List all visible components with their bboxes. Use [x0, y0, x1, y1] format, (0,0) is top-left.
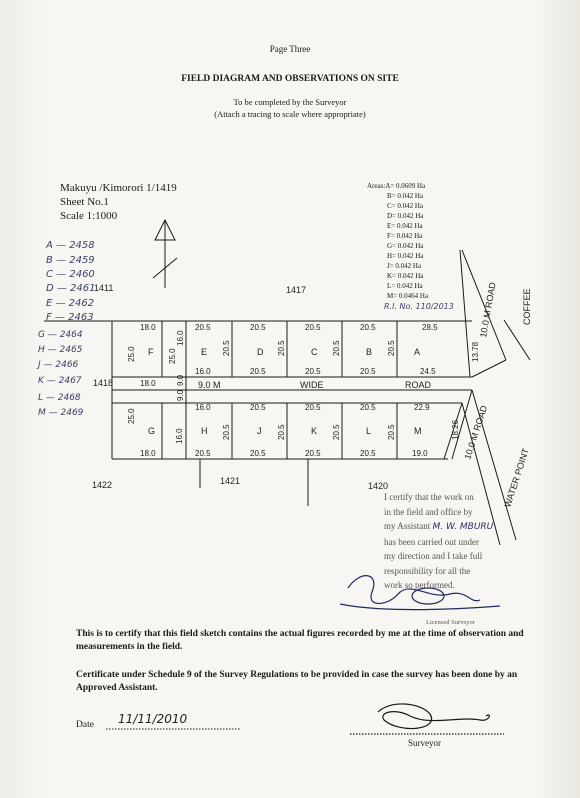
plot-m: M — [414, 426, 422, 436]
plot-k: K — [311, 426, 318, 436]
dim-label: 20.5 — [250, 403, 266, 412]
dim-label: 18.0 — [140, 379, 156, 388]
dim-label: 16.0 — [195, 403, 211, 412]
stamp-line: my Assistant — [384, 521, 431, 531]
dim-label: 9.0 — [176, 389, 185, 401]
area-l: L= 0.042 Ha — [387, 282, 423, 290]
dim-label: 20.5 — [277, 340, 286, 356]
dim-label: 28.5 — [422, 323, 438, 332]
road-width-label: 9.0 M — [198, 380, 221, 390]
dim-label: 20.5 — [360, 403, 376, 412]
certificate-note: Certificate under Schedule 9 of the Survey Regulations to be provided in case the survey has been done by an Approved Assistant. — [76, 670, 518, 693]
dim-label: 20.5 — [360, 449, 376, 458]
dim-label: 20.5 — [332, 340, 341, 356]
parcel-note: M — 2469 — [38, 408, 84, 418]
sheet-location: Makuyu /Kimorori 1/1419 — [60, 182, 177, 194]
plot-a: A — [414, 347, 421, 357]
surveyor-signature — [350, 704, 504, 734]
area-c: C= 0.042 Ha — [387, 202, 424, 210]
certify-statement: This is to certify that this field sketch contains the actual figures recorded by me at the time of observation and measurements in the field. — [76, 629, 524, 652]
plot-l: L — [366, 426, 372, 436]
area-m: M= 0.0464 Ha — [387, 292, 429, 300]
area-a: Areas:A= 0.0609 Ha — [367, 182, 426, 190]
subtitle-2: (Attach a tracing to scale where appropriate) — [214, 109, 366, 119]
area-e: E= 0.042 Ha — [387, 222, 423, 230]
parcel-note: L — 2468 — [38, 393, 81, 403]
stamp-line: my direction and I take full — [384, 551, 483, 561]
parcel-note: E — 2462 — [46, 298, 95, 309]
dim-label: 20.5 — [195, 323, 211, 332]
dim-label: 19.0 — [412, 449, 428, 458]
area-h: H= 0.042 Ha — [387, 252, 424, 260]
dim-label: 20.5 — [222, 340, 231, 356]
dim-label: 18.0 — [140, 323, 156, 332]
dim-label: 20.5 — [277, 424, 286, 440]
dim-label: 20.5 — [360, 367, 376, 376]
area-k: K= 0.042 Ha — [387, 272, 424, 280]
plot-g: G — [148, 426, 156, 436]
dim-label: 20.5 — [305, 367, 321, 376]
date-label: Date — [76, 720, 94, 730]
date-value: 11/11/2010 — [118, 712, 188, 726]
stamp-line: has been carried out under — [384, 536, 479, 547]
water-road-label: 10.0 M ROAD — [462, 404, 490, 461]
area-d: D= 0.042 Ha — [387, 212, 424, 220]
certification-stamp — [384, 490, 529, 593]
plot-j: J — [257, 426, 262, 436]
stamp-line: work so performed. — [384, 580, 455, 590]
road-wide-label: WIDE — [300, 380, 324, 390]
licensed-surveyor-label: Licensed Surveyor — [426, 619, 475, 626]
parcel-note: D — 2461 — [46, 283, 96, 294]
dim-label: 20.5 — [305, 403, 321, 412]
neighbor-1422: 1422 — [92, 480, 113, 490]
dim-label: 20.5 — [250, 449, 266, 458]
plot-d: D — [257, 347, 264, 357]
dim-label: 25.0 — [127, 346, 136, 362]
dim-label: 9.0 — [176, 374, 185, 386]
neighbor-1421: 1421 — [220, 476, 241, 486]
dim-label: 20.5 — [387, 340, 396, 356]
area-g: G= 0.042 Ha — [387, 242, 424, 250]
parcel-note: H — 2465 — [38, 345, 83, 355]
north-arrow-icon — [153, 220, 177, 288]
road-road-label: ROAD — [405, 380, 432, 390]
water-point-label: WATER POINT — [502, 447, 531, 509]
plot-e: E — [201, 347, 208, 357]
stamp-line: responsibility for all the — [384, 565, 471, 576]
parcel-note: F — 2463 — [46, 312, 94, 323]
neighbor-1420: 1420 — [368, 481, 389, 491]
neighbor-1411: 1411 — [94, 283, 114, 293]
dim-label: 16.0 — [175, 428, 184, 444]
areas-handwritten-note: R.I. No. 110/2013 — [384, 302, 454, 311]
plot-b: B — [366, 347, 373, 357]
assistant-name: M. W. MBURU — [432, 522, 494, 532]
page-title: FIELD DIAGRAM AND OBSERVATIONS ON SITE — [181, 74, 399, 84]
parcel-note: A — 2458 — [46, 240, 95, 251]
dim-label: 20.5 — [195, 449, 211, 458]
area-j: J= 0.042 Ha — [387, 262, 422, 270]
stamp-line: in the field and office by — [384, 506, 473, 517]
area-b: B= 0.042 Ha — [387, 192, 424, 200]
dim-label: 20.5 — [250, 323, 266, 332]
dim-label: 16.0 — [195, 367, 211, 376]
access-road-label: 10.0 M ROAD — [478, 281, 498, 339]
dim-label: 25.0 — [127, 408, 136, 424]
dim-label: 22.9 — [414, 403, 430, 412]
parcel-note: K — 2467 — [38, 376, 82, 386]
dim-label: 20.5 — [360, 323, 376, 332]
surveyor-label: Surveyor — [408, 738, 441, 748]
dim-label: 16.0 — [176, 330, 185, 346]
dim-label: 13.78 — [471, 341, 480, 362]
subtitle-1: To be completed by the Surveyor — [233, 97, 347, 107]
parcel-note: G — 2464 — [38, 330, 83, 340]
parcel-note: C — 2460 — [46, 269, 95, 280]
dim-label: 20.5 — [305, 449, 321, 458]
dim-label: 20.5 — [387, 424, 396, 440]
coffee-label: COFFEE — [522, 288, 532, 325]
sheet-scale: Scale 1:1000 — [60, 210, 118, 222]
dim-label: 18.26 — [451, 419, 460, 440]
plot-f: F — [148, 347, 154, 357]
sheet-number: Sheet No.1 — [60, 196, 109, 208]
area-f: F= 0.042 Ha — [387, 232, 423, 240]
neighbor-1417: 1417 — [286, 285, 307, 295]
neighbor-1418: 1418 — [93, 378, 114, 388]
dim-label: 20.5 — [305, 323, 321, 332]
dim-label: 20.5 — [250, 367, 266, 376]
dim-label: 25.0 — [168, 348, 177, 364]
stamp-line — [384, 519, 529, 535]
page-label: Page Three — [269, 44, 311, 54]
dim-label: 20.5 — [222, 424, 231, 440]
dim-label: 18.0 — [140, 449, 156, 458]
parcel-note: J — 2466 — [38, 360, 79, 370]
plot-c: C — [311, 347, 318, 357]
dim-label: 20.5 — [332, 424, 341, 440]
dim-label: 24.5 — [420, 367, 436, 376]
parcel-note: B — 2459 — [46, 255, 95, 266]
plot-h: H — [201, 426, 208, 436]
stamp-line: I certify that the work on — [384, 492, 474, 502]
